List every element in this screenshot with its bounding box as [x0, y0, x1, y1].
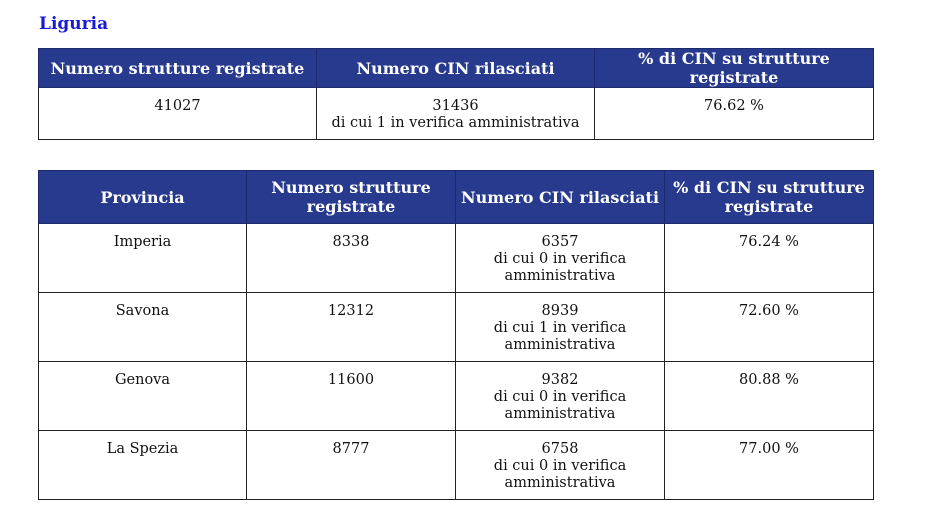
strutture-cell: 12312 [247, 293, 456, 362]
header-provincia: Provincia [39, 171, 247, 224]
cin-value: 6357 [541, 234, 579, 250]
provincia-cell: Genova [39, 362, 247, 431]
cin-note: amministrativa [504, 337, 616, 353]
region-title: Liguria [39, 14, 109, 34]
percent-cell: 76.24 % [665, 224, 874, 293]
provincia-cell: Savona [39, 293, 247, 362]
cin-value: 8939 [541, 303, 579, 319]
summary-table [38, 48, 874, 140]
table-row [39, 362, 874, 431]
percent-cell: 72.60 % [665, 293, 874, 362]
header-strutture: Numero strutture registrate [39, 49, 317, 88]
header-strutture: Numero strutture registrate [247, 171, 456, 224]
summary-cin: 31436 [432, 98, 479, 114]
table-row [39, 431, 874, 500]
provincia-cell: Imperia [39, 224, 247, 293]
cin-note: amministrativa [504, 406, 616, 422]
table-row [39, 224, 874, 293]
header-cin: Numero CIN rilasciati [317, 49, 595, 88]
cin-note: di cui 0 in verifica [493, 458, 627, 474]
strutture-cell: 8338 [247, 224, 456, 293]
province-header-row [39, 171, 874, 224]
percent-cell: 80.88 % [665, 362, 874, 431]
cin-note: di cui 0 in verifica [493, 251, 627, 267]
province-table [38, 170, 874, 500]
percent-cell: 77.00 % [665, 431, 874, 500]
summary-strutture: 41027 [39, 88, 317, 140]
cin-note: di cui 0 in verifica [493, 389, 627, 405]
header-percent: % di CIN su strutture registrate [665, 171, 874, 224]
summary-header-row [39, 49, 874, 88]
summary-row [39, 88, 874, 140]
cin-cell [456, 293, 665, 362]
strutture-cell: 8777 [247, 431, 456, 500]
cin-cell [456, 431, 665, 500]
summary-cin-note: di cui 1 in verifica amministrativa [331, 115, 580, 131]
table-row [39, 293, 874, 362]
cin-value: 9382 [541, 372, 579, 388]
summary-cin-cell [317, 88, 595, 140]
summary-percent: 76.62 % [595, 88, 874, 140]
cin-note: amministrativa [504, 268, 616, 284]
cin-note: di cui 1 in verifica [493, 320, 627, 336]
header-cin: Numero CIN rilasciati [456, 171, 665, 224]
cin-value: 6758 [541, 441, 579, 457]
strutture-cell: 11600 [247, 362, 456, 431]
header-percent: % di CIN su strutture registrate [595, 49, 874, 88]
cin-note: amministrativa [504, 475, 616, 491]
cin-cell [456, 224, 665, 293]
cin-cell [456, 362, 665, 431]
provincia-cell: La Spezia [39, 431, 247, 500]
